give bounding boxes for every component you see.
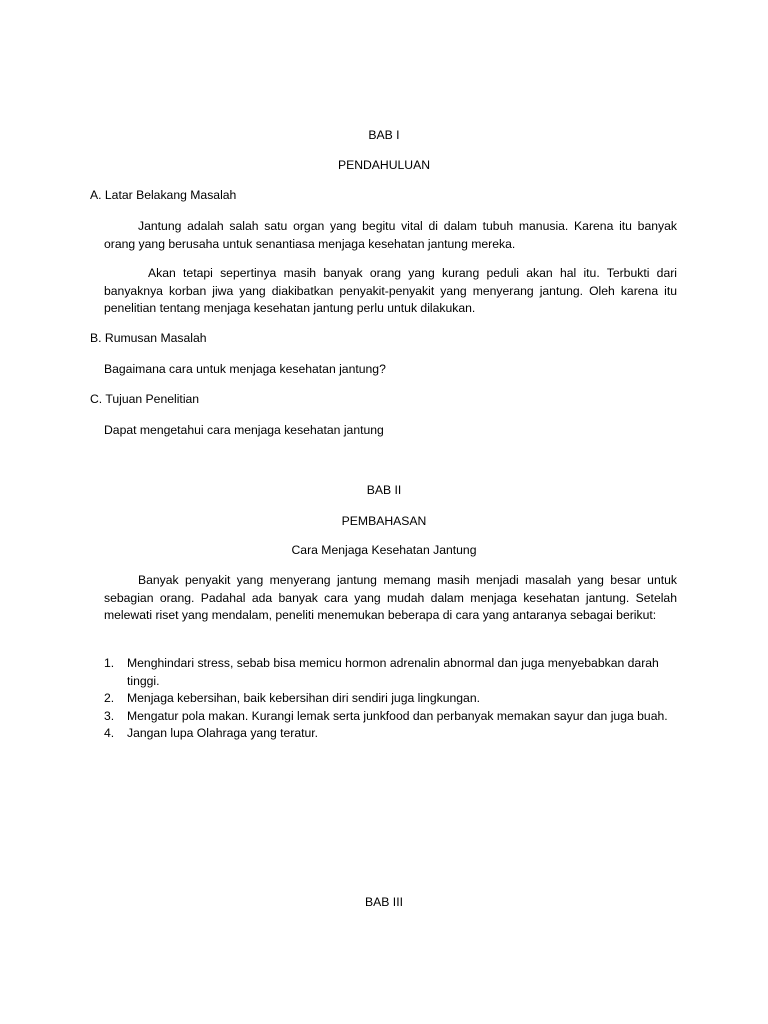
list-item	[104, 725, 677, 743]
paragraph-pembahasan: Banyak penyakit yang menyerang jantung memang masih menjadi masalah yang besar untuk sebagian orang. Padahal ada banyak cara yang mudah dalam menjaga kesehatan jantung. Setelah melewati riset yang mendalam, peneliti menemukan beberapa di cara yang antaranya sebagai berikut:	[104, 573, 677, 622]
list-item-number: 2.	[104, 691, 115, 705]
list-item-text: Mengatur pola makan. Kurangi lemak serta junkfood dan perbanyak memakan sayur dan juga buah.	[127, 708, 668, 723]
paragraph-rumusan-masalah: Bagaimana cara untuk menjaga kesehatan jantung?	[104, 362, 386, 376]
paragraph-tujuan-penelitian: Dapat mengetahui cara menjaga kesehatan jantung	[104, 423, 384, 437]
section-heading-rumusan-masalah: B. Rumusan Masalah	[90, 331, 207, 345]
paragraph-latar-belakang-2: Akan tetapi sepertinya masih banyak orang yang kurang peduli akan hal itu. Terbukti dari banyaknya korban jiwa yang diakibatkan penyakit-penyakit yang menyerang jantung. Oleh karena itu penelitian tentang menjaga kesehatan jantung perlu untuk dilakukan.	[104, 266, 677, 315]
tips-list	[104, 655, 677, 743]
list-item-text: Menjaga kebersihan, baik kebersihan diri sendiri juga lingkungan.	[127, 691, 480, 705]
chapter-subtitle: Cara Menjaga Kesehatan Jantung	[291, 543, 477, 557]
list-item	[104, 708, 677, 726]
list-item-number: 1.	[104, 656, 115, 670]
section-heading-tujuan-penelitian: C. Tujuan Penelitian	[90, 392, 200, 406]
chapter-title-pendahuluan: PENDAHULUAN	[337, 158, 431, 172]
list-item	[104, 655, 677, 690]
chapter-title-pembahasan: PEMBAHASAN	[341, 514, 427, 528]
chapter-label-bab3: BAB III	[365, 895, 403, 909]
chapter-label-bab2: BAB II	[366, 483, 402, 497]
list-item-text: Menghindari stress, sebab bisa memicu hormon adrenalin abnormal dan juga menyebabkan darah tinggi.	[127, 656, 659, 688]
list-item	[104, 690, 677, 708]
paragraph-latar-belakang-1: Jantung adalah salah satu organ yang begitu vital di dalam tubuh manusia. Karena itu banyak orang yang berusaha untuk senantiasa menjaga kesehatan jantung mereka.	[104, 219, 677, 251]
chapter-label-bab1: BAB I	[368, 128, 400, 142]
section-heading-latar-belakang: A. Latar Belakang Masalah	[90, 188, 237, 202]
list-item-number: 4.	[104, 726, 115, 740]
list-item-text: Jangan lupa Olahraga yang teratur.	[127, 726, 319, 740]
list-item-number: 3.	[104, 708, 115, 723]
